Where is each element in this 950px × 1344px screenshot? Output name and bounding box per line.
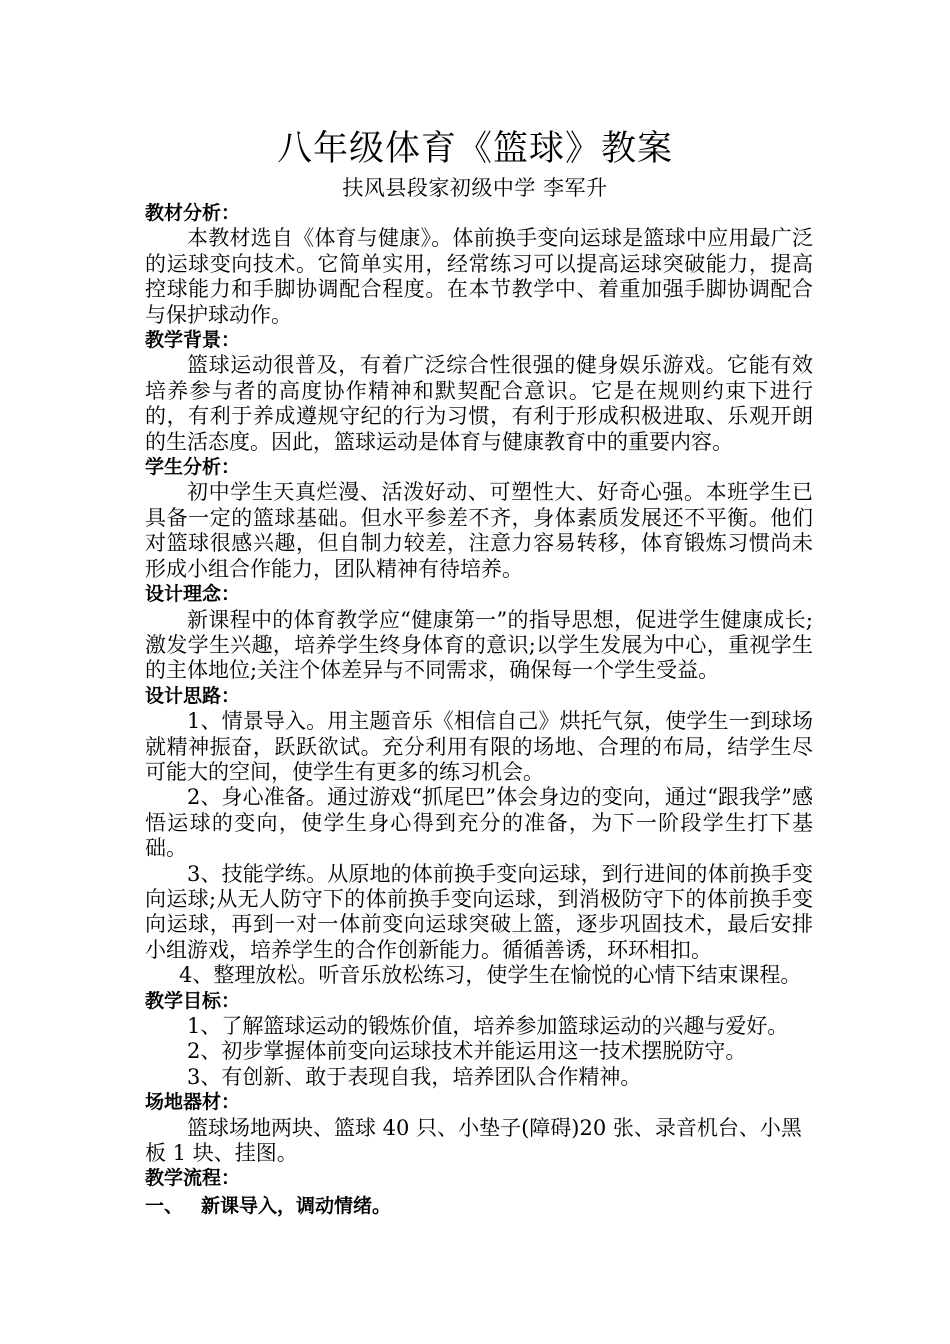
idea-item-2: 2、身心准备。通过游戏“抓尾巴”体会身边的变向，通过“跟我学”感悟运球的变向，使学生身心得到充分的准备，为下一阶段学生打下基础。 [145, 785, 813, 861]
flow-step-text: 新课导入，调动情绪。 [201, 1194, 392, 1217]
section-heading-students: 学生分析： [145, 456, 241, 479]
document-author: 扶风县段家初级中学 李军升 [342, 176, 608, 200]
document-body [145, 201, 813, 1219]
flow-step-number: 一、 [145, 1194, 184, 1217]
goal-item-2: 2、初步掌握体前变向运球技术并能运用这一技术摆脱防守。 [187, 1039, 747, 1064]
section-text-concept: 新课程中的体育教学应“健康第一”的指导思想，促进学生健康成长;激发学生兴趣，培养学生终身体育的意识;以学生发展为中心，重视学生的主体地位;关注个体差异与不同需求，确保每一个学生受益。 [145, 607, 813, 683]
section-text-students: 初中学生天真烂漫、活泼好动、可塑性大、好奇心强。本班学生已具备一定的篮球基础。但水平参差不齐，身体素质发展还不平衡。他们对篮球很感兴趣，但自制力较差，注意力容易转移，体育锻炼习惯尚未形成小组合作能力，团队精神有待培养。 [145, 480, 813, 581]
section-text-background: 篮球运动很普及，有着广泛综合性很强的健身娱乐游戏。它能有效培养参与者的高度协作精神和默契配合意识。它是在规则约束下进行的，有利于养成遵规守纪的行为习惯，有利于形成积极进取、乐观开朗的生活态度。因此，篮球运动是体育与健康教育中的重要内容。 [145, 353, 813, 454]
section-heading-ideas: 设计思路： [145, 684, 241, 707]
section-text-material: 本教材选自《体育与健康》。体前换手变向运球是篮球中应用最广泛的运球变向技术。它简单实用，经常练习可以提高运球突破能力，提高控球能力和手脚协调配合程度。在本节教学中、着重加强手脚协调配合与保护球动作。 [145, 226, 813, 327]
section-heading-equipment: 场地器材： [145, 1091, 241, 1114]
section-heading-material: 教材分析： [145, 202, 241, 224]
idea-item-1: 1、情景导入。用主题音乐《相信自己》烘托气氛，使学生一到球场就精神振奋，跃跃欲试。充分利用有限的场地、合理的布局，结学生尽可能大的空间，使学生有更多的练习机会。 [145, 709, 813, 784]
document-title: 八年级体育《篮球》教案 [276, 129, 673, 169]
section-heading-flow: 教学流程： [145, 1167, 241, 1190]
idea-item-3: 3、技能学练。从原地的体前换手变向运球，到行进间的体前换手变向运球;从无人防守下的体前换手变向运球，到消极防守下的体前换手变向运球，再到一对一体前变向运球突破上篮，逐步巩固技术，最后安排小组游戏，培养学生的合作创新能力。循循善诱，环环相扣。 [145, 861, 813, 962]
section-heading-background: 教学背景： [145, 329, 241, 352]
section-heading-goals: 教学目标： [145, 989, 241, 1012]
goal-item-1: 1、了解篮球运动的锻炼价值，培养参加篮球运动的兴趣与爱好。 [187, 1014, 789, 1038]
section-heading-concept: 设计理念： [145, 583, 241, 606]
idea-item-4: 4、整理放松。听音乐放松练习，使学生在愉悦的心情下结束课程。 [179, 963, 802, 988]
equipment-line-1: 篮球场地两块、篮球 40 只、小垫子(障碍)20 张、录音机台、小黑 [187, 1115, 802, 1140]
flow-step-1 [145, 1194, 813, 1219]
equipment-line-2: 板 1 块、挂图。 [145, 1141, 298, 1166]
goal-item-3: 3、有创新、敢于表现自我，培养团队合作精神。 [187, 1064, 642, 1089]
